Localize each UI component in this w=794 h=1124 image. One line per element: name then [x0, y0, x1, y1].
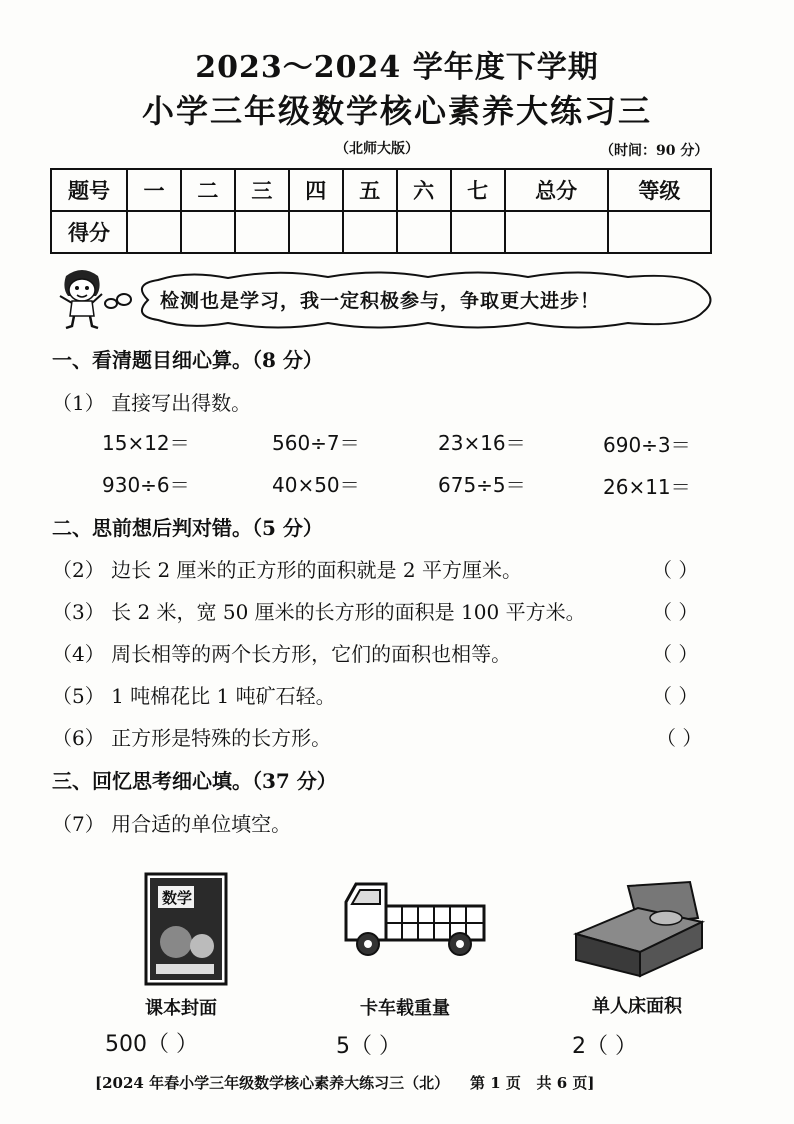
score-cell-total: 总分: [505, 169, 608, 211]
answer-paren[interactable]: （ ）: [652, 684, 699, 708]
score-blank[interactable]: [289, 211, 343, 253]
score-cell-grade: 等级: [608, 169, 711, 211]
score-blank[interactable]: [451, 211, 505, 253]
page-footer: [95, 1072, 595, 1093]
calc-item: 40×50＝: [272, 473, 360, 497]
score-table-score-row: [51, 211, 711, 253]
calc-item: 15×12＝: [102, 431, 190, 455]
calc-item: 930÷6＝: [102, 473, 190, 497]
edition-label: （北师大版）: [335, 141, 419, 157]
calc-item: 560÷7＝: [272, 431, 360, 455]
score-cell-question-no: 题号: [51, 169, 127, 211]
exam-title: 小学三年级数学核心素养大练习三: [141, 92, 652, 130]
footer-page-number: 第 1 页: [469, 1074, 521, 1092]
score-cell-2: 二: [181, 169, 235, 211]
fill-blank-bed[interactable]: 2（ ）: [572, 1034, 637, 1059]
section-3-title: 三、回忆思考细心填。（37 分）: [52, 769, 337, 793]
answer-paren[interactable]: （ ）: [652, 558, 699, 582]
math-book-icon: [144, 872, 230, 988]
score-cell-3: 三: [235, 169, 289, 211]
score-table-header-row: [51, 169, 711, 211]
judge-item: （3） 长 2 米，宽 50 厘米的长方形的面积是 100 平方米。: [52, 600, 586, 624]
time-limit: （时间：90 分）: [600, 143, 709, 159]
caption-truck-load: 卡车载重量: [360, 998, 450, 1019]
truck-icon: [342, 878, 488, 960]
single-bed-icon: [568, 878, 708, 982]
footer-page-total: 共 6 页]: [536, 1074, 595, 1092]
score-blank[interactable]: [505, 211, 608, 253]
judge-item: （4） 周长相等的两个长方形，它们的面积也相等。: [52, 642, 512, 666]
score-cell-5: 五: [343, 169, 397, 211]
caption-bed-area: 单人床面积: [592, 996, 682, 1017]
section-1-title: 一、看清题目细心算。（8 分）: [52, 348, 323, 372]
judge-item: （2） 边长 2 厘米的正方形的面积就是 2 平方厘米。: [52, 558, 522, 582]
score-blank[interactable]: [181, 211, 235, 253]
calc-item: 675÷5＝: [438, 473, 526, 497]
score-cell-7: 七: [451, 169, 505, 211]
score-blank[interactable]: [343, 211, 397, 253]
section-2-title: 二、思前想后判对错。（5 分）: [52, 516, 323, 540]
score-row-label: 得分: [51, 211, 127, 253]
score-blank[interactable]: [235, 211, 289, 253]
score-blank[interactable]: [397, 211, 451, 253]
student-mascot-icon: [52, 266, 112, 330]
fill-blank-truck[interactable]: 5（ ）: [336, 1034, 401, 1059]
score-blank[interactable]: [127, 211, 181, 253]
answer-paren[interactable]: （ ）: [656, 726, 703, 750]
calc-item: 690÷3＝: [603, 433, 691, 457]
score-cell-1: 一: [127, 169, 181, 211]
motto-text: 检测也是学习，我一定积极参与，争取更大进步！: [160, 290, 601, 312]
answer-paren[interactable]: （ ）: [652, 642, 699, 666]
score-cell-4: 四: [289, 169, 343, 211]
question-1: （1） 直接写出得数。: [52, 391, 252, 415]
calc-item: 23×16＝: [438, 431, 526, 455]
fill-blank-book[interactable]: 500（ ）: [105, 1032, 198, 1057]
footer-title: [2024 年春小学三年级数学核心素养大练习三（北）: [95, 1074, 450, 1092]
calc-item: 26×11＝: [603, 475, 691, 499]
answer-paren[interactable]: （ ）: [652, 600, 699, 624]
score-table: [50, 168, 712, 254]
question-7: （7） 用合适的单位填空。: [52, 812, 292, 836]
score-cell-6: 六: [397, 169, 451, 211]
judge-item: （6） 正方形是特殊的长方形。: [52, 726, 332, 750]
score-blank[interactable]: [608, 211, 711, 253]
book-title: 数学: [162, 889, 193, 907]
judge-item: （5） 1 吨棉花比 1 吨矿石轻。: [52, 684, 336, 708]
caption-book-cover: 课本封面: [145, 998, 217, 1019]
exam-title-year: 2023～2024 学年度下学期: [195, 50, 599, 85]
